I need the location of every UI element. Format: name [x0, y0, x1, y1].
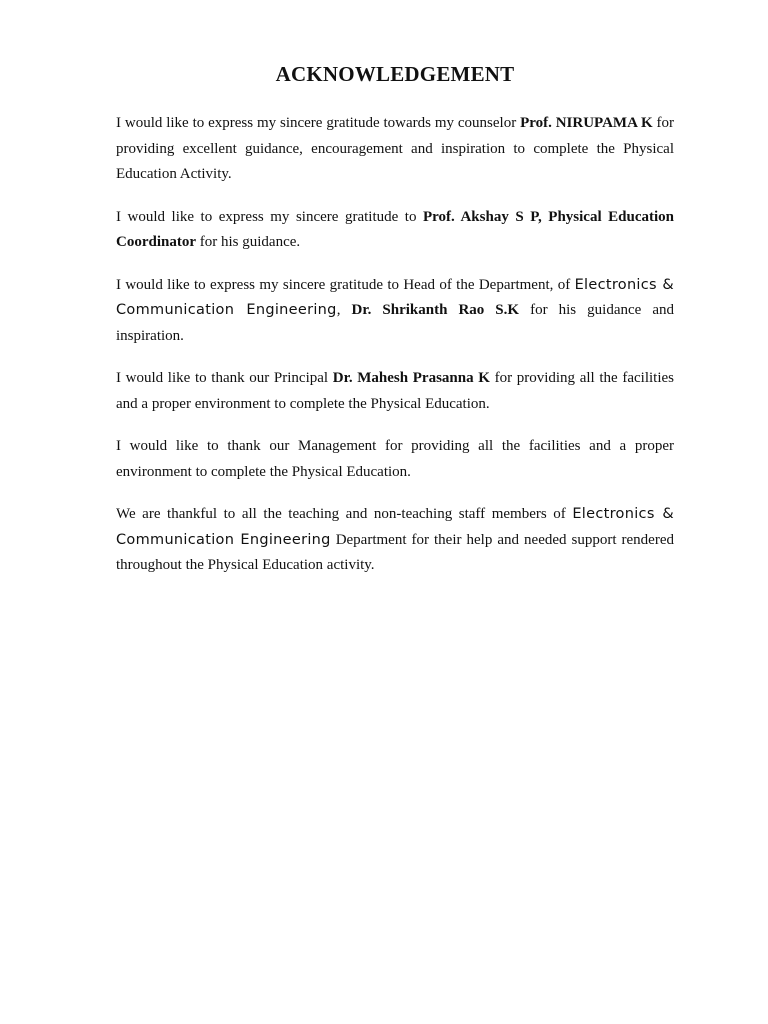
paragraph-principal [116, 366, 674, 417]
hod-name: Dr. Shrikanth Rao S.K [351, 302, 520, 318]
paragraph-text: for providing all the facilities and a proper environment to complete the Physical Education. [116, 370, 674, 412]
paragraph-hod [116, 273, 674, 350]
paragraph-text: Department for their help and needed support rendered throughout the Physical Education activity. [116, 531, 674, 573]
paragraph-text: , [336, 302, 352, 318]
paragraph-staff [116, 502, 674, 579]
document-page [116, 62, 674, 596]
page-title: ACKNOWLEDGEMENT [275, 62, 515, 86]
department-name: Electronics & Communication Engineering [116, 276, 674, 318]
paragraph-text: for his guidance and inspiration. [116, 302, 675, 344]
paragraph-counselor [116, 111, 674, 188]
coordinator-name: Prof. Akshay S P, Physical Education Coordinator [116, 208, 674, 250]
department-name: Electronics & Communication Engineering [116, 506, 675, 548]
paragraph-management [116, 434, 674, 485]
paragraph-text: I would like to express my sincere gratitude to Head of the Department, of [116, 276, 575, 293]
paragraph-text: I would like to thank our Principal [116, 370, 333, 386]
paragraph-text: for providing excellent guidance, encouragement and inspiration to complete the Physical Education Activity. [116, 115, 674, 182]
paragraph-coordinator [116, 205, 674, 256]
counselor-name: Prof. NIRUPAMA K [520, 115, 653, 131]
paragraph-text: I would like to express my sincere gratitude to [116, 208, 423, 225]
paragraph-text: We are thankful to all the teaching and non-teaching staff members of [116, 506, 573, 522]
principal-name: Dr. Mahesh Prasanna K [332, 370, 490, 386]
paragraph-text: for his guidance. [196, 234, 301, 250]
paragraph-text: I would like to thank our Management for providing all the facilities and a proper environment to complete the Physical Education. [116, 438, 674, 480]
paragraph-text: I would like to express my sincere gratitude towards my counselor [116, 115, 521, 131]
